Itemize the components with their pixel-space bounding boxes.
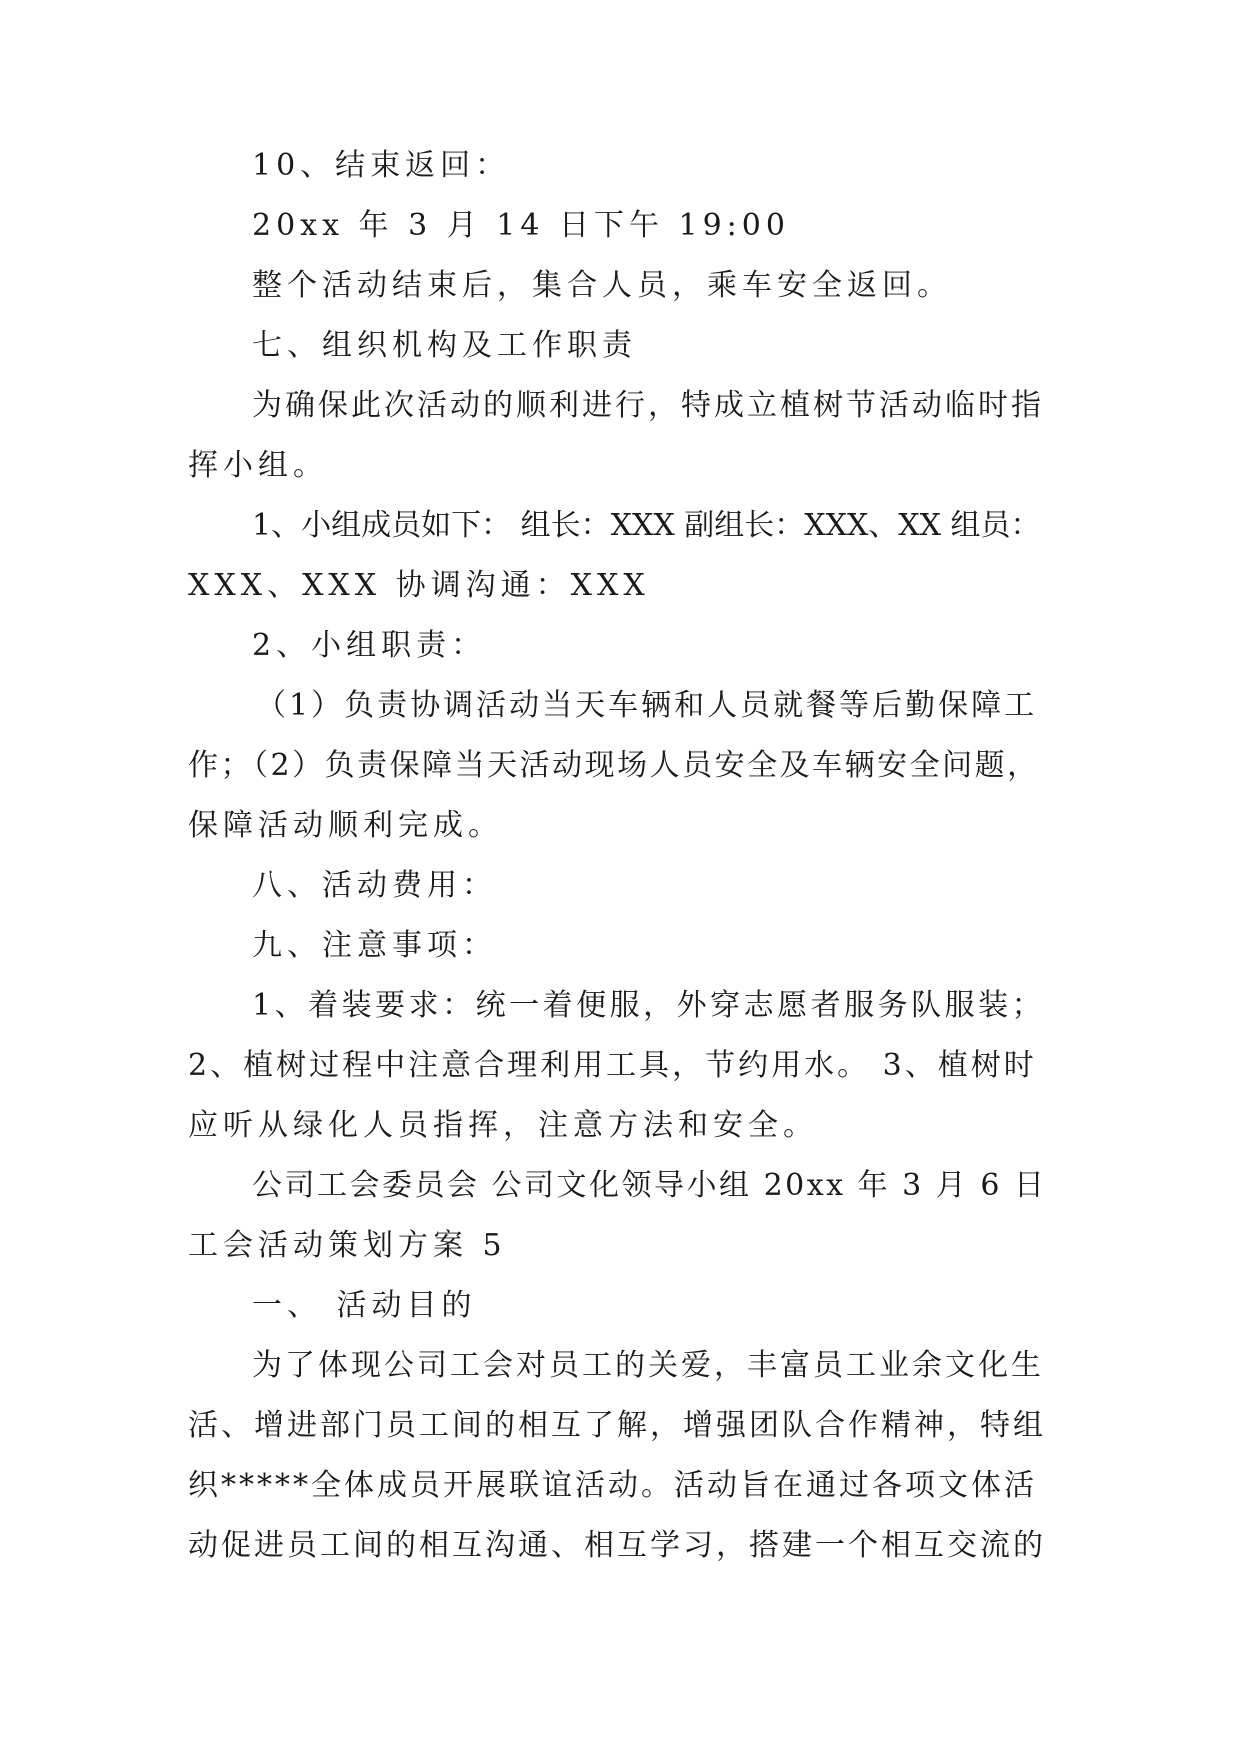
text-line: 应听从绿化人员指挥，注意方法和安全。 bbox=[188, 1108, 818, 1143]
text-line: 挥小组。 bbox=[188, 448, 328, 483]
section-heading: 一、 活动目的 bbox=[252, 1288, 477, 1323]
text-line: 动促进员工间的相互沟通、相互学习，搭建一个相互交流的 bbox=[188, 1528, 1046, 1563]
text-line: 1、小组成员如下： 组长：XXX 副组长：XXX、XX 组员： bbox=[252, 508, 1041, 543]
text-line: 保障活动顺利完成。 bbox=[188, 808, 503, 843]
document-title: 工会活动策划方案 5 bbox=[188, 1228, 507, 1263]
text-line: 20xx 年 3 月 14 日下午 19:00 bbox=[252, 208, 790, 243]
document-body bbox=[188, 136, 1048, 1576]
text-line: 织*****全体成员开展联谊活动。活动旨在通过各项文体活 bbox=[188, 1468, 1037, 1503]
text-line: 10、结束返回： bbox=[252, 148, 511, 183]
text-line: 2、小组职责： bbox=[252, 628, 487, 663]
text-line: （1）负责协调活动当天车辆和人员就餐等后勤保障工 bbox=[256, 688, 1038, 723]
section-heading: 七、组织机构及工作职责 bbox=[252, 328, 637, 363]
text-line: XXX、XXX 协调沟通：XXX bbox=[188, 568, 650, 603]
section-heading: 八、活动费用： bbox=[252, 868, 497, 903]
text-line: 作；（2）负责保障当天活动现场人员安全及车辆安全问题， bbox=[188, 748, 1040, 783]
text-line: 为确保此次活动的顺利进行，特成立植树节活动临时指 bbox=[252, 388, 1044, 423]
signature-line: 公司工会委员会 公司文化领导小组 20xx 年 3 月 6 日 bbox=[252, 1168, 1047, 1203]
text-line: 1、着装要求：统一着便服，外穿志愿者服务队服装； bbox=[252, 988, 1046, 1023]
section-heading: 九、注意事项： bbox=[252, 928, 497, 963]
text-line: 整个活动结束后，集合人员，乘车安全返回。 bbox=[252, 268, 952, 303]
text-line: 2、植树过程中注意合理利用工具，节约用水。 3、植树时 bbox=[188, 1048, 1037, 1083]
text-line: 活、增进部门员工间的相互了解，增强团队合作精神，特组 bbox=[188, 1408, 1046, 1443]
text-line: 为了体现公司工会对员工的关爱，丰富员工业余文化生 bbox=[252, 1348, 1044, 1383]
